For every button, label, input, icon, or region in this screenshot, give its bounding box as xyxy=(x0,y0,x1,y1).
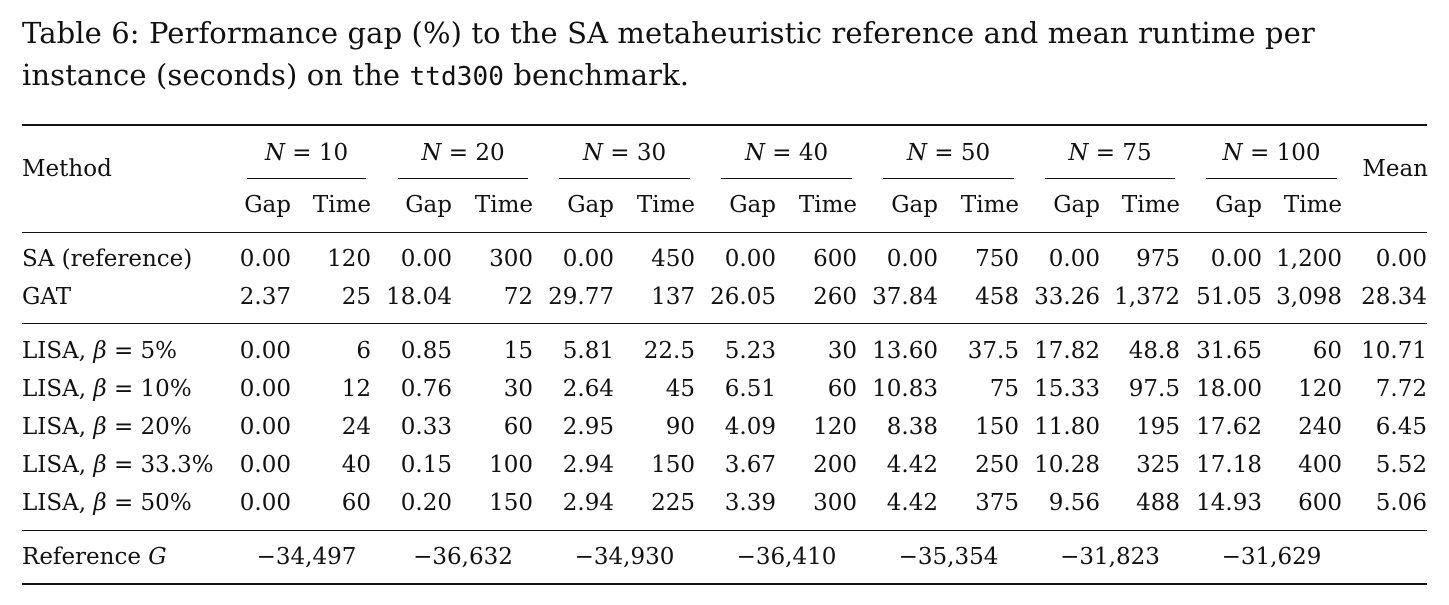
gap-cell: 4.42 xyxy=(886,452,938,478)
header-group-n: N = 30 xyxy=(582,140,667,166)
row-method: GAT xyxy=(22,284,72,310)
reference-value: −31,629 xyxy=(1221,544,1322,570)
group-underline xyxy=(1045,178,1175,179)
time-cell: 200 xyxy=(813,452,857,478)
gap-cell: 14.93 xyxy=(1196,490,1262,516)
time-cell: 600 xyxy=(813,246,857,272)
gap-cell: 17.62 xyxy=(1196,414,1262,440)
group-underline xyxy=(721,178,852,179)
gap-cell: 0.00 xyxy=(1048,246,1100,272)
header-group-n: N = 40 xyxy=(744,140,829,166)
time-cell: 30 xyxy=(503,376,533,402)
row-method: LISA, β = 50% xyxy=(22,490,192,516)
gap-cell: 5.81 xyxy=(562,338,614,364)
reference-value: −34,930 xyxy=(574,544,675,570)
time-cell: 137 xyxy=(651,284,695,310)
time-cell: 300 xyxy=(813,490,857,516)
gap-cell: 0.00 xyxy=(239,414,291,440)
header-group-n: N = 75 xyxy=(1068,140,1152,166)
gap-cell: 0.00 xyxy=(239,376,291,402)
time-cell: 975 xyxy=(1136,246,1180,272)
gap-cell: 2.94 xyxy=(562,452,614,478)
header-time: Time xyxy=(960,192,1019,218)
header-gap: Gap xyxy=(244,192,291,218)
gap-cell: 3.67 xyxy=(724,452,776,478)
time-cell: 120 xyxy=(327,246,371,272)
gap-cell: 0.00 xyxy=(239,452,291,478)
gap-cell: 10.28 xyxy=(1034,452,1100,478)
time-cell: 1,200 xyxy=(1276,246,1342,272)
time-cell: 15 xyxy=(503,338,533,364)
reference-label-text: Reference xyxy=(22,544,149,570)
group-underline xyxy=(883,178,1014,179)
header-gap: Gap xyxy=(567,192,614,218)
time-cell: 60 xyxy=(341,490,371,516)
gap-cell: 37.84 xyxy=(872,284,938,310)
gap-cell: 15.33 xyxy=(1034,376,1100,402)
mean-cell: 6.45 xyxy=(1375,414,1427,440)
gap-cell: 2.94 xyxy=(562,490,614,516)
time-cell: 375 xyxy=(975,490,1019,516)
time-cell: 60 xyxy=(1312,338,1342,364)
gap-cell: 13.60 xyxy=(872,338,938,364)
mean-cell: 5.52 xyxy=(1375,452,1427,478)
time-cell: 72 xyxy=(503,284,533,310)
gap-cell: 2.37 xyxy=(239,284,291,310)
time-cell: 120 xyxy=(813,414,857,440)
header-time: Time xyxy=(474,192,533,218)
time-cell: 75 xyxy=(989,376,1019,402)
header-gap: Gap xyxy=(891,192,938,218)
header-method: Method xyxy=(22,156,112,182)
time-cell: 450 xyxy=(651,246,695,272)
gap-cell: 26.05 xyxy=(710,284,776,310)
header-gap: Gap xyxy=(405,192,452,218)
time-cell: 40 xyxy=(341,452,371,478)
time-cell: 240 xyxy=(1298,414,1342,440)
caption-tail: benchmark. xyxy=(504,58,690,92)
time-cell: 30 xyxy=(827,338,857,364)
time-cell: 600 xyxy=(1298,490,1342,516)
table-caption xyxy=(22,12,1432,98)
time-cell: 488 xyxy=(1136,490,1180,516)
header-gap: Gap xyxy=(1215,192,1262,218)
gap-cell: 2.95 xyxy=(562,414,614,440)
gap-cell: 0.00 xyxy=(239,490,291,516)
group-separator-rule xyxy=(22,323,1427,324)
gap-cell: 0.00 xyxy=(724,246,776,272)
time-cell: 97.5 xyxy=(1128,376,1180,402)
gap-cell: 11.80 xyxy=(1034,414,1100,440)
gap-cell: 8.38 xyxy=(886,414,938,440)
row-method: LISA, β = 20% xyxy=(22,414,192,440)
gap-cell: 17.82 xyxy=(1034,338,1100,364)
time-cell: 90 xyxy=(665,414,695,440)
caption-code: ttd300 xyxy=(409,62,504,92)
gap-cell: 0.00 xyxy=(1210,246,1262,272)
header-group-n: N = 20 xyxy=(421,140,505,166)
gap-cell: 0.76 xyxy=(400,376,452,402)
bottom-rule xyxy=(22,583,1427,585)
time-cell: 12 xyxy=(341,376,371,402)
gap-cell: 33.26 xyxy=(1034,284,1100,310)
gap-cell: 0.85 xyxy=(400,338,452,364)
gap-cell: 0.00 xyxy=(400,246,452,272)
row-method: SA (reference) xyxy=(22,246,193,272)
time-cell: 400 xyxy=(1298,452,1342,478)
mean-cell: 10.71 xyxy=(1361,338,1427,364)
gap-cell: 4.42 xyxy=(886,490,938,516)
time-cell: 250 xyxy=(975,452,1019,478)
gap-cell: 51.05 xyxy=(1196,284,1262,310)
gap-cell: 4.09 xyxy=(724,414,776,440)
header-time: Time xyxy=(636,192,695,218)
time-cell: 195 xyxy=(1136,414,1180,440)
gap-cell: 0.20 xyxy=(400,490,452,516)
time-cell: 225 xyxy=(651,490,695,516)
header-group-n: N = 10 xyxy=(264,140,349,166)
group-underline xyxy=(559,178,690,179)
gap-cell: 31.65 xyxy=(1196,338,1262,364)
gap-cell: 0.15 xyxy=(400,452,452,478)
time-cell: 120 xyxy=(1298,376,1342,402)
time-cell: 60 xyxy=(827,376,857,402)
gap-cell: 10.83 xyxy=(872,376,938,402)
top-rule xyxy=(22,124,1427,126)
header-rule xyxy=(22,232,1427,233)
gap-cell: 5.23 xyxy=(724,338,776,364)
header-gap: Gap xyxy=(1053,192,1100,218)
header-time: Time xyxy=(798,192,857,218)
time-cell: 48.8 xyxy=(1128,338,1180,364)
gap-cell: 0.00 xyxy=(239,338,291,364)
time-cell: 458 xyxy=(975,284,1019,310)
gap-cell: 18.04 xyxy=(386,284,452,310)
time-cell: 100 xyxy=(489,452,533,478)
gap-cell: 0.00 xyxy=(562,246,614,272)
time-cell: 3,098 xyxy=(1276,284,1342,310)
time-cell: 150 xyxy=(975,414,1019,440)
header-mean: Mean xyxy=(1362,156,1428,182)
mean-cell: 5.06 xyxy=(1375,490,1427,516)
mean-cell: 7.72 xyxy=(1375,376,1427,402)
gap-cell: 17.18 xyxy=(1196,452,1262,478)
gap-cell: 9.56 xyxy=(1048,490,1100,516)
header-group-n: N = 50 xyxy=(906,140,991,166)
gap-cell: 6.51 xyxy=(724,376,776,402)
time-cell: 325 xyxy=(1136,452,1180,478)
time-cell: 22.5 xyxy=(643,338,695,364)
time-cell: 260 xyxy=(813,284,857,310)
time-cell: 1,372 xyxy=(1114,284,1180,310)
gap-cell: 2.64 xyxy=(562,376,614,402)
reference-value: −36,632 xyxy=(413,544,513,570)
reference-value: −31,823 xyxy=(1060,544,1160,570)
header-time: Time xyxy=(312,192,371,218)
time-cell: 60 xyxy=(503,414,533,440)
row-method: LISA, β = 33.3% xyxy=(22,452,214,478)
time-cell: 150 xyxy=(651,452,695,478)
header-gap: Gap xyxy=(729,192,776,218)
gap-cell: 29.77 xyxy=(548,284,614,310)
caption-text: Table 6: Performance gap (%) to the SA metaheuristic reference and mean runtime per instance (seconds) on the xyxy=(22,16,1315,92)
group-underline xyxy=(247,178,366,179)
reference-label-symbol: G xyxy=(148,544,167,570)
mean-cell: 0.00 xyxy=(1375,246,1427,272)
reference-separator-rule xyxy=(22,530,1427,531)
reference-value: −34,497 xyxy=(256,544,357,570)
time-cell: 6 xyxy=(356,338,371,364)
time-cell: 150 xyxy=(489,490,533,516)
reference-label xyxy=(22,544,167,570)
row-method: LISA, β = 5% xyxy=(22,338,178,364)
time-cell: 25 xyxy=(341,284,371,310)
time-cell: 24 xyxy=(341,414,371,440)
time-cell: 45 xyxy=(665,376,695,402)
time-cell: 300 xyxy=(489,246,533,272)
gap-cell: 18.00 xyxy=(1196,376,1262,402)
header-group-n: N = 100 xyxy=(1222,140,1321,166)
gap-cell: 0.00 xyxy=(239,246,291,272)
reference-value: −36,410 xyxy=(736,544,837,570)
reference-value: −35,354 xyxy=(898,544,999,570)
gap-cell: 0.00 xyxy=(886,246,938,272)
group-underline xyxy=(398,178,528,179)
group-underline xyxy=(1206,178,1337,179)
time-cell: 750 xyxy=(975,246,1019,272)
header-time: Time xyxy=(1121,192,1180,218)
gap-cell: 3.39 xyxy=(724,490,776,516)
header-time: Time xyxy=(1283,192,1342,218)
time-cell: 37.5 xyxy=(967,338,1019,364)
mean-cell: 28.34 xyxy=(1361,284,1427,310)
gap-cell: 0.33 xyxy=(400,414,452,440)
row-method: LISA, β = 10% xyxy=(22,376,192,402)
